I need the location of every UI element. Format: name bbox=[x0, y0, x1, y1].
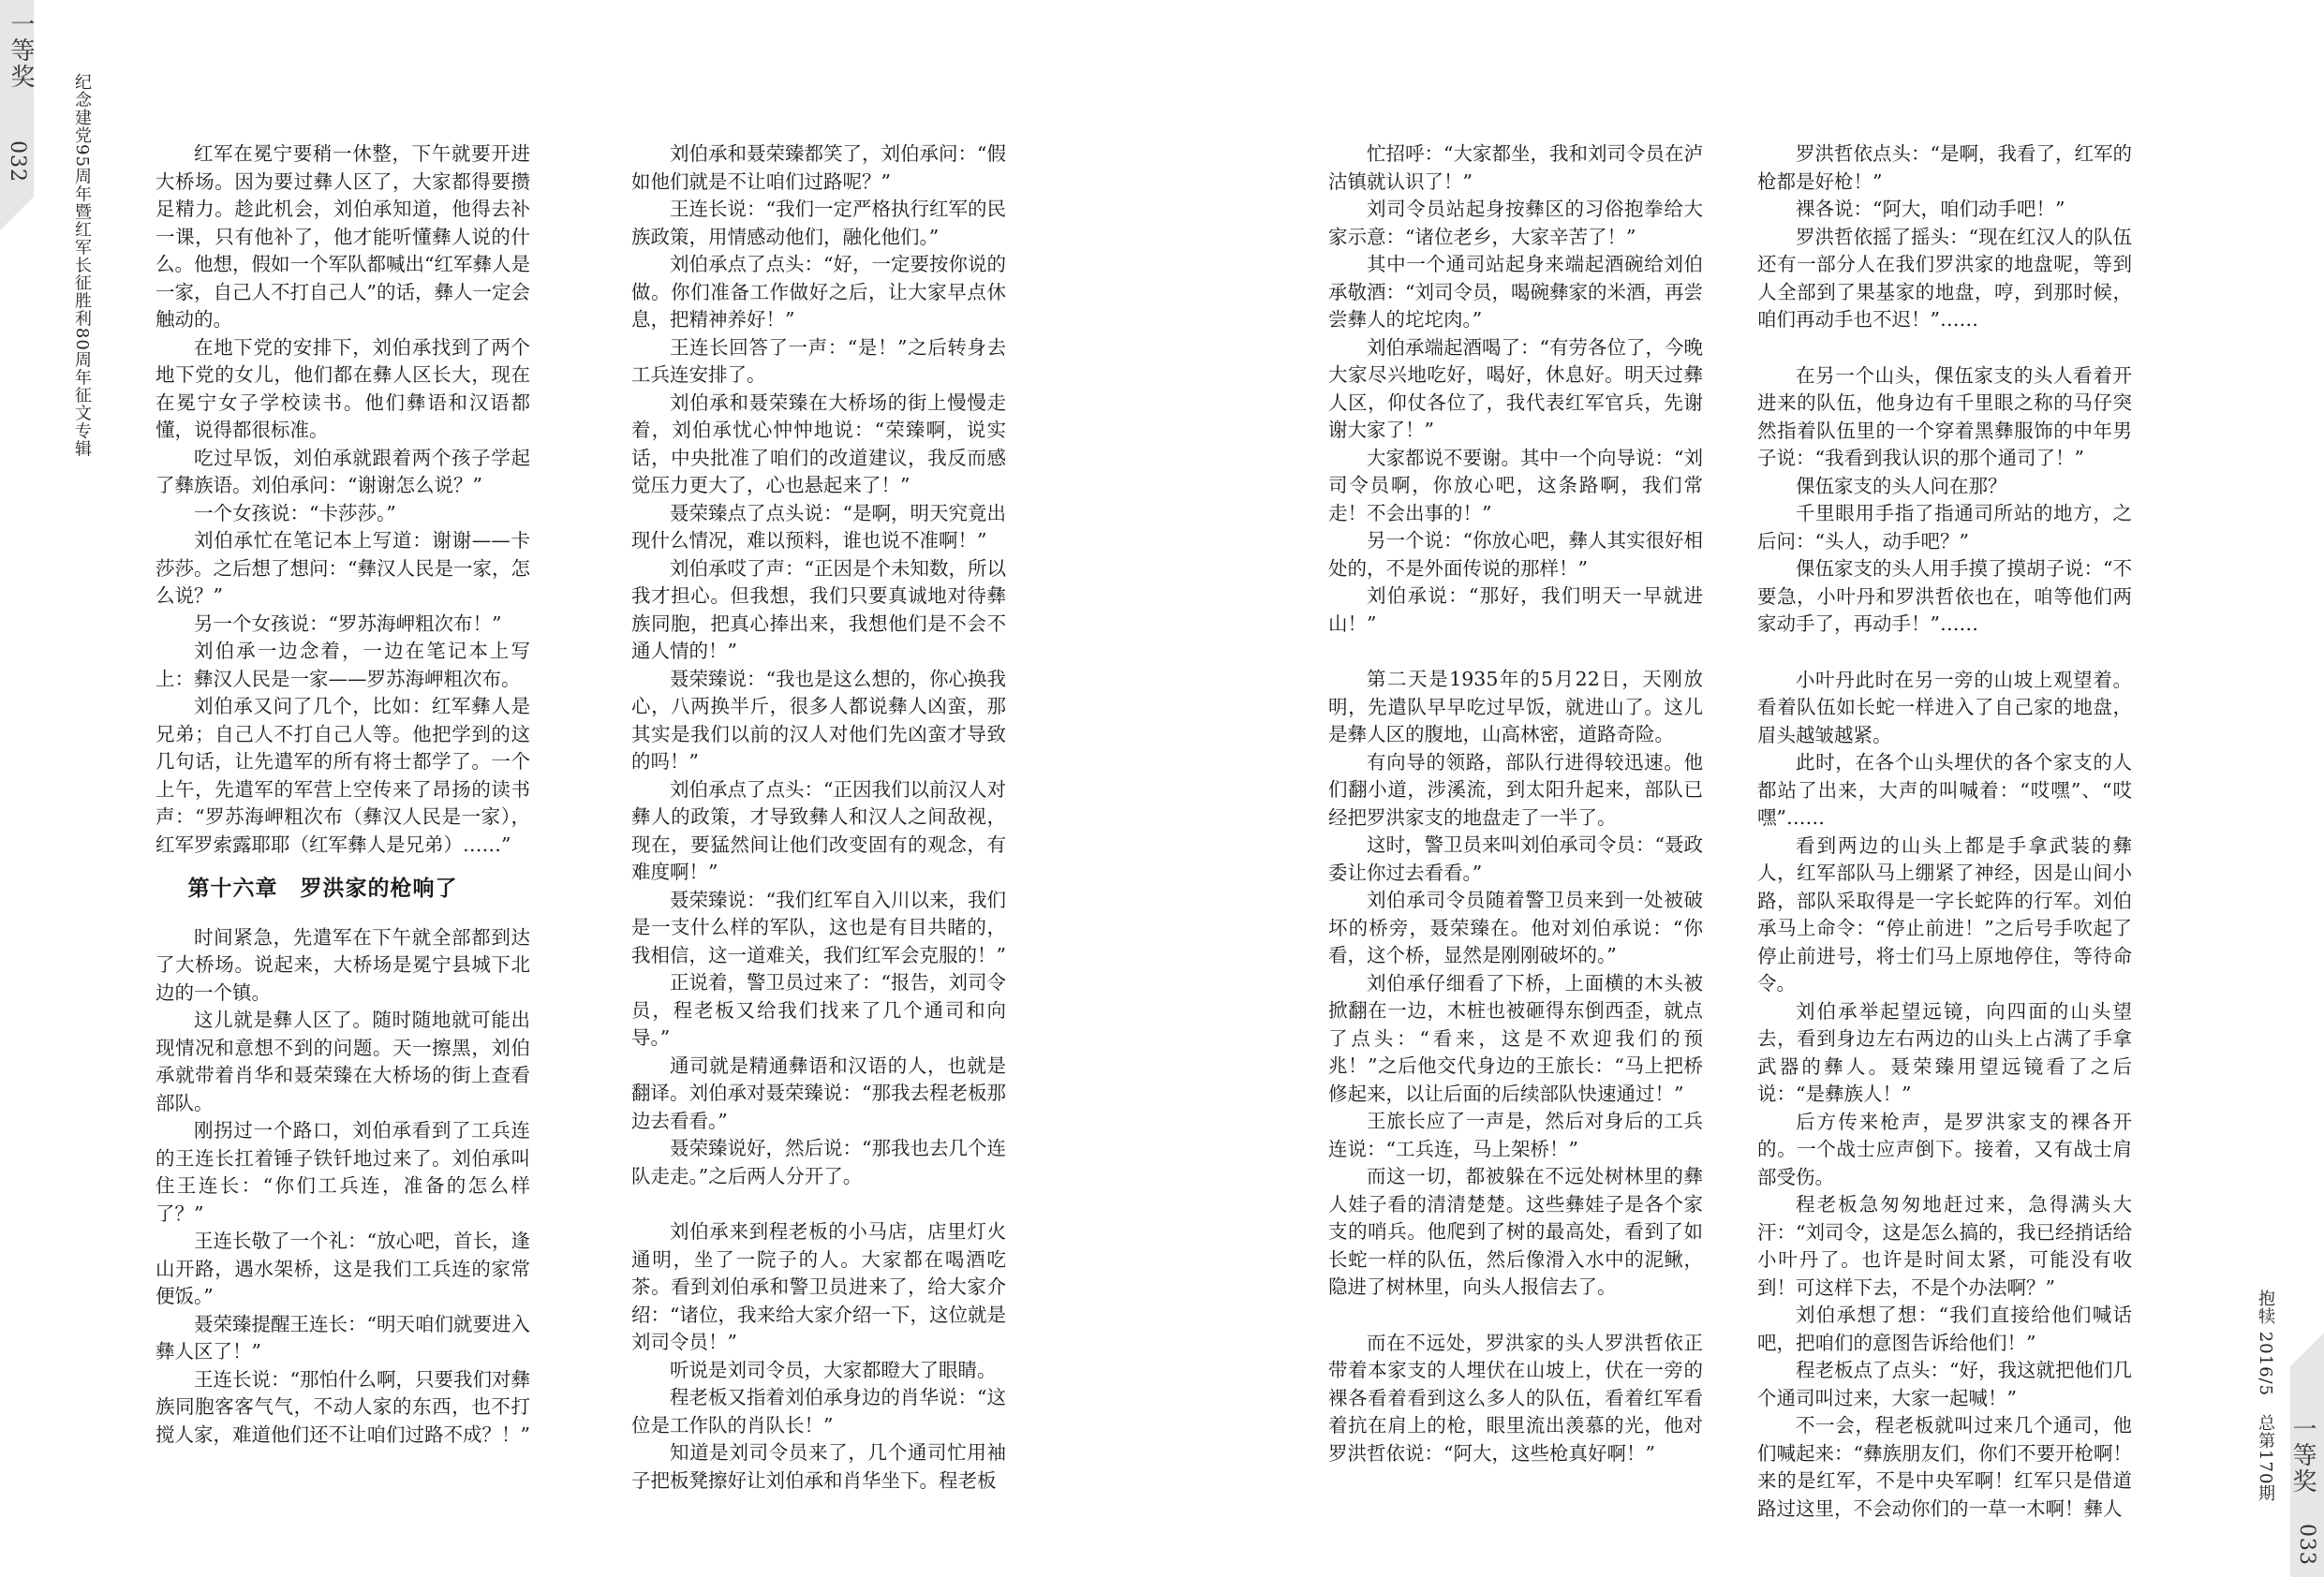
right-page bbox=[1162, 0, 2324, 1577]
paragraph: 程老板点了点头：“好，我这就把他们几个通司叫过来，大家一起喊！” bbox=[1757, 1359, 2132, 1409]
paragraph: 通司就是精通彝语和汉语的人，也就是翻译。刘伯承对聂荣臻说：“那我去程老板那边去看看。” bbox=[631, 1054, 1006, 1132]
text-column-1 bbox=[155, 140, 530, 1449]
section-break bbox=[1328, 638, 1703, 666]
paragraph-group bbox=[155, 924, 530, 1450]
paragraph: 刘伯承举起望远镜，向四面的山头望去，看到身边左右两边的山头上占满了手拿武器的彝人。聂荣臻用望远镜看了之后说：“是彝族人！” bbox=[1757, 999, 2132, 1105]
chapter-heading: 第十六章 罗洪家的枪响了 bbox=[187, 877, 458, 901]
paragraph: 刘伯承点了点头：“正因我们以前汉人对彝人的政策，才导致彝人和汉人之间敌视，现在，要猛然间让他们改变固有的观念，有难度啊！” bbox=[631, 777, 1006, 883]
paragraph: 其中一个通司站起身来端起酒碗给刘伯承敬酒：“刘司令员，喝碗彝家的米酒，再尝尝彝人的坨坨肉。” bbox=[1328, 253, 1703, 331]
paragraph: 这儿就是彝人区了。随时随地就可能出现情况和意想不到的问题。天一擦黑，刘伯承就带着肖华和聂荣臻在大桥场的街上查看部队。 bbox=[155, 1009, 530, 1114]
paragraph: 刘伯承又问了几个，比如：红军彝人是兄弟；自己人不打自己人等。他把学到的这几句话，让先遣军的所有将士都学了。一个上午，先遣军的军营上空传来了昂扬的读书声：“罗苏海岬粗次布（彝汉人民是一家），红军罗索露耶耶（红军彝人是兄弟）……” bbox=[155, 695, 530, 856]
paragraph: 另一个女孩说：“罗苏海岬粗次布！” bbox=[194, 612, 502, 635]
paragraph-group bbox=[1757, 667, 2132, 1524]
paragraph: 王连长回答了一声：“是！”之后转身去工兵连安排了。 bbox=[631, 335, 1006, 386]
paragraph: 而这一切，都被躲在不远处树林里的彝人娃子看的清清楚楚。这些彝娃子是各个家支的哨兵。他爬到了树的最高处，看到了如长蛇一样的队伍，然后像滑入水中的泥鳅，隐进了树林里，向头人报信去了。 bbox=[1328, 1165, 1703, 1298]
paragraph: 另一个说：“你放心吧，彝人其实很好相处的，不是外面传说的那样！” bbox=[1328, 529, 1703, 580]
paragraph: 知道是刘司令员来了，几个通司忙用袖子把板凳擦好让刘伯承和肖华坐下。程老板 bbox=[631, 1441, 1006, 1492]
paragraph: 倮伍家支的头人用手摸了摸胡子说：“不要急，小叶丹和罗洪哲依也在，咱等他们两家动手了，再动手！”…… bbox=[1757, 557, 2132, 635]
paragraph: 刘伯承想了想：“我们直接给他们喊话吧，把咱们的意图告诉给他们！” bbox=[1757, 1304, 2132, 1354]
paragraph: 聂荣臻点了点头说：“是啊，明天究竟出现什么情况，难以预料，谁也说不准啊！” bbox=[631, 501, 1006, 552]
section-break bbox=[1757, 639, 2132, 667]
paragraph: 王旅长应了一声是，然后对身后的工兵连说：“工兵连，马上架桥！” bbox=[1328, 1110, 1703, 1160]
paragraph: 在地下党的安排下，刘伯承找到了两个地下党的女儿，他们都在彝人区长大，现在在冕宁女子学校读书。他们彝语和汉语都懂，说得都很标准。 bbox=[155, 335, 530, 441]
paragraph: 小叶丹此时在另一旁的山坡上观望着。看着队伍如长蛇一样进入了自己家的地盘，眉头越皱越紧。 bbox=[1757, 668, 2132, 746]
paragraph: 而在不远处，罗洪家的头人罗洪哲依正带着本家支的人埋伏在山坡上，伏在一旁的裸各看着看到这么多人的队伍，看着红军看着抗在肩上的枪，眼里流出羡慕的光，他对罗洪哲依说：“阿大，这些枪真好啊！” bbox=[1328, 1331, 1703, 1465]
paragraph: 有向导的领路，部队行进得较迅速。他们翻小道，涉溪流，到太阳升起来，部队已经把罗洪家支的地盘走了一半了。 bbox=[1328, 750, 1703, 829]
paragraph-group bbox=[631, 1218, 1006, 1495]
award-label: 一等奖 bbox=[2288, 1416, 2317, 1495]
side-tab-corner bbox=[2290, 1333, 2324, 1366]
paragraph: 裸各说：“阿大，咱们动手吧！” bbox=[1796, 198, 2065, 220]
paragraph: 忙招呼：“大家都坐，我和刘司令员在泸沽镇就认识了！” bbox=[1328, 142, 1703, 193]
paragraph: 聂荣臻提醒王连长：“明天咱们就要进入彝人区了！” bbox=[155, 1312, 530, 1363]
paragraph: 聂荣臻说好，然后说：“那我也去几个连队走走。”之后两人分开了。 bbox=[631, 1137, 1006, 1187]
paragraph: 聂荣臻说：“我们红军自入川以来，我们是一支什么样的军队，这也是有目共睹的，我相信，这一道难关，我们红军会克服的！” bbox=[631, 888, 1006, 966]
paragraph: 听说是刘司令员，大家都瞪大了眼睛。 bbox=[670, 1358, 997, 1381]
paragraph: 第二天是1935年的5月22日，天刚放明，先遣队早早吃过早饭，就进山了。这儿是彝人区的腹地，山高林密，道路奇险。 bbox=[1328, 668, 1703, 745]
paragraph-group bbox=[1757, 362, 2132, 639]
paragraph: 程老板又指着刘伯承身边的肖华说：“这位是工作队的肖队长！” bbox=[631, 1386, 1006, 1437]
paragraph: 程老板急匆匆地赶过来，急得满头大汗：“刘司令，这是怎么搞的，我已经捎话给小叶丹了。也许是时间太紧，可能没有收到！可这样下去，不是个办法啊？” bbox=[1757, 1193, 2132, 1299]
section-break bbox=[631, 1190, 1006, 1218]
paragraph: 刘伯承仔细看了下桥，上面横的木头被掀翻在一边，木桩也被砸得东倒西歪，就点了点头：“看来，这是不欢迎我们的预兆！”之后他交代身边的王旅长：“马上把桥修起来，以让后面的后续部队快速通过！” bbox=[1328, 971, 1703, 1105]
paragraph: 大家都说不要谢。其中一个向导说：“刘司令员啊，你放心吧，这条路啊，我们常走！不会出事的！” bbox=[1328, 446, 1703, 524]
paragraph-group bbox=[1757, 140, 2132, 334]
paragraph: 看到两边的山头上都是手拿武装的彝人，红军部队马上绷紧了神经，因是山间小路，部队采取得是一字长蛇阵的行军。刘伯承马上命令：“停止前进！”之后号手吹起了停止前进号，将士们马上原地停住，等待命令。 bbox=[1757, 833, 2132, 995]
paragraph-group bbox=[1328, 1330, 1703, 1468]
award-label: 一等奖 bbox=[7, 11, 35, 90]
paragraph: 刘伯承和聂荣臻在大桥场的街上慢慢走着，刘伯承忧心忡忡地说：“荣臻啊，说实话，中央批准了咱们的改道建议，我反而感觉压力更大了，心也悬起来了！” bbox=[631, 391, 1006, 496]
series-title: 纪念建党95周年暨红军长征胜利80周年征文专辑 bbox=[72, 73, 92, 458]
paragraph: 时间紧急，先遣军在下午就全部都到达了大桥场。说起来，大桥场是冕宁县城下北边的一个镇。 bbox=[155, 925, 530, 1004]
paragraph: 正说着，警卫员过来了：“报告，刘司令员，程老板又给我们找来了几个通司和向导。” bbox=[631, 971, 1006, 1049]
page-number: 032 bbox=[6, 140, 29, 183]
page-number: 033 bbox=[2295, 1524, 2318, 1566]
paragraph: 聂荣臻说：“我也是这么想的，你心换我心，八两换半斤，很多人都说彝人凶蛮，那其实是我们以前的汉人对他们先凶蛮才导致的吗！” bbox=[631, 667, 1006, 773]
paragraph: 刘伯承一边念着，一边在笔记本上写上：彝汉人民是一家——罗苏海岬粗次布。 bbox=[155, 640, 530, 690]
paragraph: 王连长说：“我们一定严格执行红军的民族政策，用情感动他们，融化他们。” bbox=[631, 198, 1006, 248]
paragraph-group bbox=[1328, 140, 1703, 638]
paragraph: 刘伯承哎了声：“正因是个未知数，所以我才担心。但我想，我们只要真诚地对待彝族同胞，把真心捧出来，我想他们是不会不通人情的！” bbox=[631, 556, 1006, 662]
paragraph: 刘伯承点了点头：“好，一定要按你说的做。你们准备工作做好之后，让大家早点休息，把精神养好！” bbox=[631, 253, 1006, 331]
paragraph: 红军在冕宁要稍一休整，下午就要开进大桥场。因为要过彝人区了，大家都得要攒足精力。趁此机会，刘伯承知道，他得去补一课，只有他补了，他才能听懂彝人说的什么。他想，假如一个军队都喊出“红军彝人是一家，自己人不打自己人”的话，彝人一定会触动的。 bbox=[155, 142, 530, 331]
paragraph: 刘伯承来到程老板的小马店，店里灯火通明，坐了一院子的人。大家都在喝酒吃茶。看到刘伯承和警卫员进来了，给大家介绍：“诸位，我来给大家介绍一下，这位就是刘司令员！” bbox=[631, 1220, 1006, 1353]
paragraph: 刘伯承说：“那好，我们明天一早就进山！” bbox=[1328, 584, 1703, 635]
paragraph: 不一会，程老板就叫过来几个通司，他们喊起来：“彝族朋友们，你们不要开枪啊！来的是红军，不是中央军啊！红军只是借道路过这里，不会动你们的一草一木啊！彝人 bbox=[1757, 1414, 2132, 1520]
paragraph: 千里眼用手指了指通司所站的地方，之后问：“头人，动手吧？” bbox=[1757, 502, 2132, 553]
paragraph: 刘伯承和聂荣臻都笑了，刘伯承问：“假如他们就是不让咱们过路呢？” bbox=[631, 142, 1006, 193]
paragraph: 这时，警卫员来叫刘伯承司令员：“聂政委让你过去看看。” bbox=[1328, 833, 1703, 884]
paragraph: 刘伯承司令员随着警卫员来到一处被破坏的桥旁，聂荣臻在。他对刘伯承说：“你看，这个桥，显然是刚刚破坏的。” bbox=[1328, 889, 1703, 966]
paragraph: 此时，在各个山头埋伏的各个家支的人都站了出来，大声的叫喊着：“哎嘿”、“哎嘿”…… bbox=[1757, 751, 2132, 829]
paragraph: 吃过早饭，刘伯承就跟着两个孩子学起了彝族语。刘伯承问：“谢谢怎么说？” bbox=[155, 446, 530, 496]
journal-info: 抱犊 2016/5 总第170期 bbox=[2256, 1289, 2275, 1502]
paragraph: 王连长说：“那怕什么啊，只要我们对彝族同胞客客气气，不动人家的东西，也不打搅人家，难道他们还不让咱们过路不成？！” bbox=[155, 1367, 530, 1446]
paragraph: 刚拐过一个路口，刘伯承看到了工兵连的王连长扛着锤子铁钎地过来了。刘伯承叫住王连长：“你们工兵连，准备的怎么样了？” bbox=[155, 1119, 530, 1225]
paragraph-group bbox=[1328, 666, 1703, 1302]
section-break bbox=[1757, 334, 2132, 362]
paragraph: 一个女孩说：“卡莎莎。” bbox=[194, 501, 396, 524]
text-column-3 bbox=[1328, 140, 1703, 1467]
paragraph: 在另一个山头，倮伍家支的头人看着开进来的队伍，他身边有千里眼之称的马仔突然指着队伍里的一个穿着黑彝服饰的中年男子说：“我看到我认识的那个通司了！” bbox=[1757, 363, 2132, 469]
paragraph: 倮伍家支的头人问在那？ bbox=[1796, 474, 2007, 497]
paragraph: 罗洪哲依点头：“是啊，我看了，红军的枪都是好枪！” bbox=[1757, 142, 2132, 193]
side-tab-corner bbox=[0, 197, 34, 230]
paragraph: 王连长敬了一个礼：“放心吧，首长，逢山开路，遇水架桥，这是我们工兵连的家常便饭。” bbox=[155, 1230, 530, 1307]
paragraph-group bbox=[631, 140, 1006, 1190]
paragraph: 刘伯承端起酒喝了：“有劳各位了，今晚大家尽兴地吃好，喝好，休息好。明天过彝人区，仰仗各位了，我代表红军官兵，先谢谢大家了！” bbox=[1328, 335, 1703, 441]
section-break bbox=[1328, 1302, 1703, 1330]
text-column-2 bbox=[631, 140, 1006, 1495]
paragraph: 罗洪哲依摇了摇头：“现在红汉人的队伍还有一部分人在我们罗洪家的地盘呢，等到人全部到了果基家的地盘，哼，到那时候，咱们再动手也不迟！”…… bbox=[1757, 225, 2132, 331]
paragraph: 刘司令员站起身按彝区的习俗抱拳给大家示意：“诸位老乡，大家辛苦了！” bbox=[1328, 198, 1703, 248]
paragraph-group bbox=[155, 140, 530, 859]
paragraph: 后方传来枪声，是罗洪家支的裸各开的。一个战士应声倒下。接着，又有战士肩部受伤。 bbox=[1757, 1110, 2132, 1188]
paragraph: 刘伯承忙在笔记本上写道：谢谢——卡莎莎。之后想了想问：“彝汉人民是一家，怎么说？” bbox=[155, 529, 530, 607]
text-column-4 bbox=[1757, 140, 2132, 1523]
